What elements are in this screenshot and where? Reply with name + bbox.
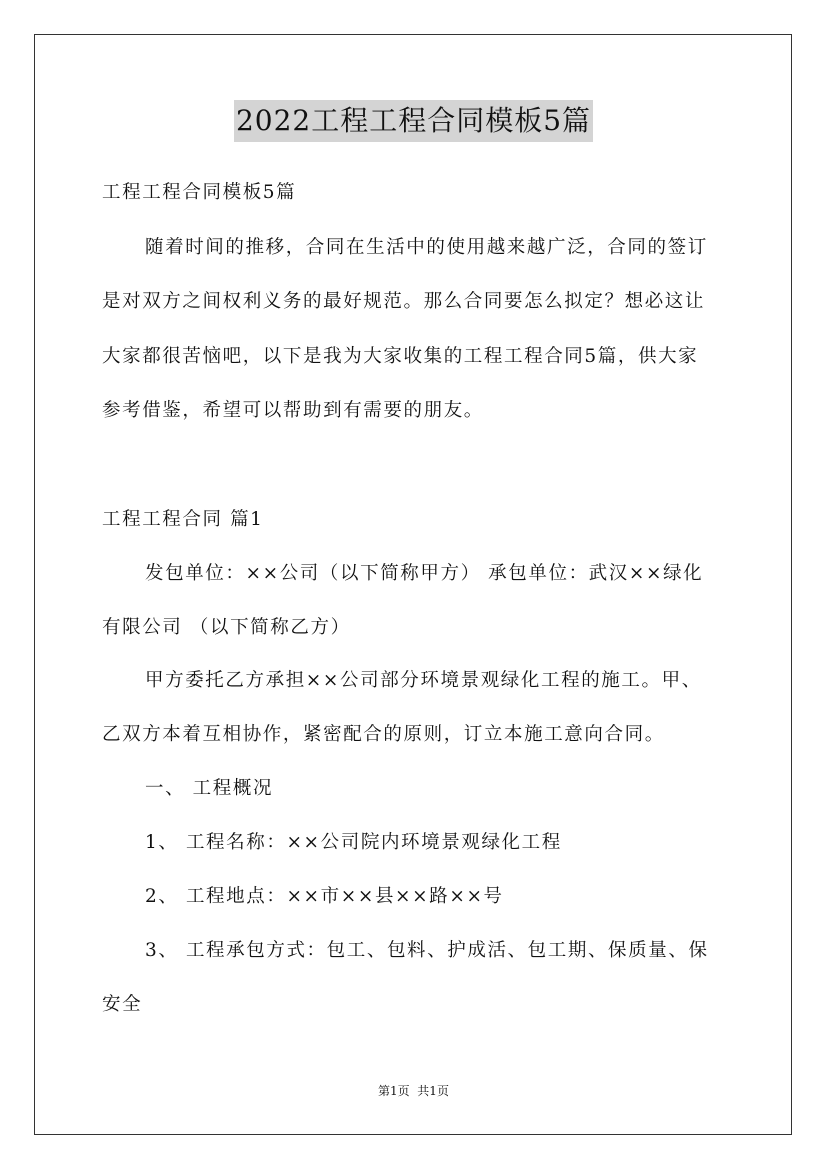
entrust-line-2: 乙双方本着互相协作，紧密配合的原则，订立本施工意向合同。: [102, 724, 665, 745]
intro-line-4: 参考借鉴，希望可以帮助到有需要的朋友。: [102, 400, 484, 421]
clause-heading: 一、 工程概况: [145, 778, 274, 799]
page-footer: 第1页 共1页: [378, 1084, 449, 1098]
item-1: 1、 工程名称：××公司院内环境景观绿化工程: [145, 832, 562, 853]
item-3: 3、 工程承包方式：包工、包料、护成活、包工期、保质量、保: [145, 940, 709, 961]
entrust-line-1: 甲方委托乙方承担××公司部分环境景观绿化工程的施工。甲、: [145, 670, 702, 691]
intro-line-2: 是对双方之间权利义务的最好规范。那么合同要怎么拟定？想必这让: [102, 291, 706, 312]
parties-line-2: 有限公司 （以下简称乙方）: [102, 617, 351, 638]
document-title: 2022工程工程合同模板5篇: [234, 100, 593, 142]
parties-line-1: 发包单位：××公司（以下简称甲方） 承包单位：武汉××绿化: [145, 563, 704, 584]
item-3-continued: 安全: [102, 994, 143, 1015]
intro-line-1: 随着时间的推移，合同在生活中的使用越来越广泛，合同的签订: [145, 237, 708, 258]
title-container: [0, 100, 827, 142]
document-subtitle: 工程工程合同模板5篇: [102, 182, 297, 203]
section-heading: 工程工程合同 篇1: [102, 509, 264, 530]
intro-line-3: 大家都很苦恼吧，以下是我为大家收集的工程工程合同5篇，供大家: [102, 346, 699, 367]
item-2: 2、 工程地点：××市××县××路××号: [145, 886, 504, 907]
